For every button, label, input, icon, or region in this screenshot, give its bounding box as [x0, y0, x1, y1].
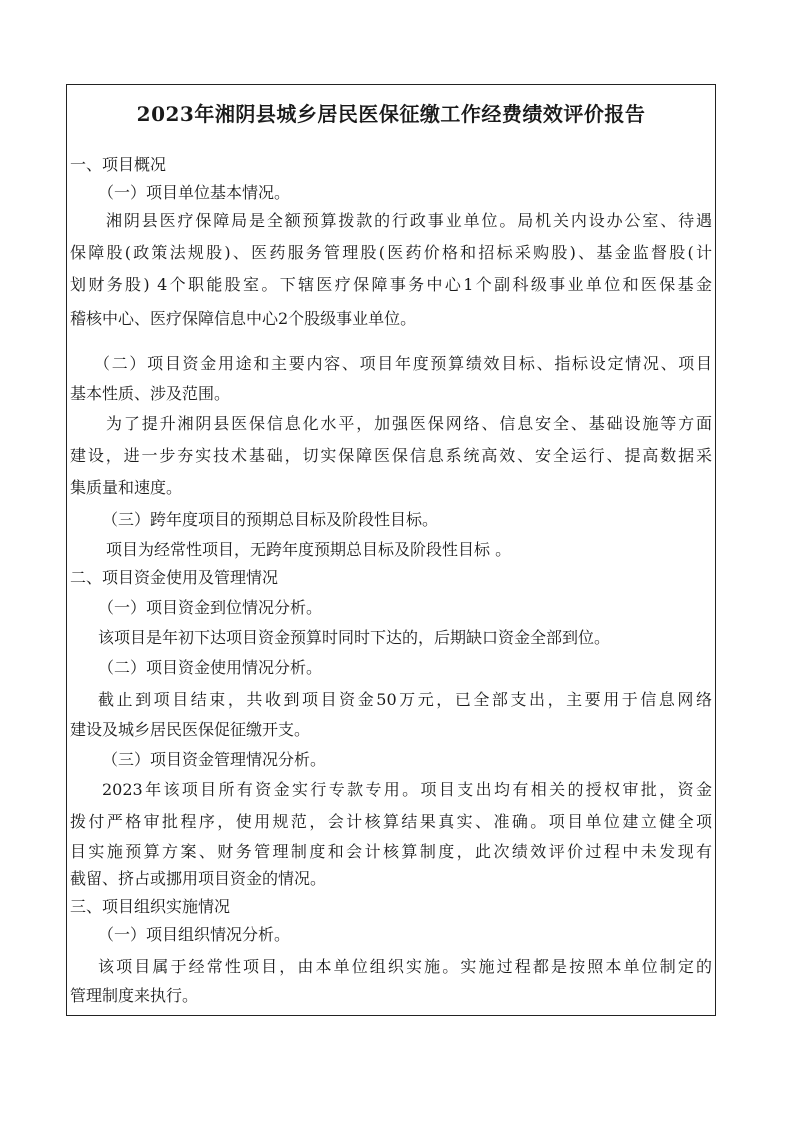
paragraph-line: 该项目属于经常性项目，由本单位组织实施。实施过程都是按照本单位制定的	[98, 957, 712, 976]
paragraph-line: 建设，进一步夯实技术基础，切实保障医保信息系统高效、安全运行、提高数据采	[70, 446, 712, 465]
subsection-heading: （三）项目资金管理情况分析。	[102, 750, 327, 769]
paragraph-line: 建设及城乡居民医保促征缴开支。	[70, 720, 311, 739]
paragraph-line: 划财务股) 4个职能股室。下辖医疗保障事务中心1个副科级事业单位和医保基金	[70, 275, 712, 294]
paragraph-line: 管理制度来执行。	[70, 986, 199, 1005]
paragraph-line: 项目为经常性项目，无跨年度预期总目标及阶段性目标 。	[106, 540, 512, 559]
subsection-heading: （二）项目资金用途和主要内容、项目年度预算绩效目标、指标设定情况、项目	[94, 354, 712, 373]
paragraph-line: 该项目是年初下达项目资金预算时同时下达的，后期缺口资金全部到位。	[98, 628, 611, 647]
paragraph-line: 保障股(政策法规股)、医药服务管理股(医药价格和招标采购股)、基金监督股(计	[70, 243, 712, 262]
paragraph-line: 湘阴县医疗保障局是全额预算拨款的行政事业单位。局机关内设办公室、待遇	[106, 211, 712, 230]
section-heading: 二、项目资金使用及管理情况	[70, 568, 279, 587]
subsection-heading: （一）项目资金到位情况分析。	[98, 598, 323, 617]
subsection-heading: （一）项目组织情况分析。	[98, 925, 291, 944]
paragraph-line: 截留、挤占或挪用项目资金的情况。	[70, 869, 327, 888]
paragraph-line: 为了提升湘阴县医保信息化水平，加强医保网络、信息安全、基础设施等方面	[106, 414, 712, 433]
paragraph-line: 稽核中心、医疗保障信息中心2个股级事业单位。	[70, 309, 417, 328]
subsection-heading: （二）项目资金使用情况分析。	[98, 658, 323, 677]
subsection-heading-continued: 基本性质、涉及范围。	[70, 384, 231, 403]
subsection-heading: （三）跨年度项目的预期总目标及阶段性目标。	[102, 510, 439, 529]
paragraph-line: 截止到项目结束，共收到项目资金50万元，已全部支出，主要用于信息网络	[98, 690, 712, 709]
paragraph-line: 2023年该项目所有资金实行专款专用。项目支出均有相关的授权审批，资金	[102, 780, 712, 799]
section-heading: 三、项目组织实施情况	[70, 897, 231, 916]
subsection-heading: （一）项目单位基本情况。	[98, 183, 291, 202]
paragraph-line: 目实施预算方案、财务管理制度和会计核算制度，此次绩效评价过程中未发现有	[70, 842, 712, 861]
document-title: 2023年湘阴县城乡居民医保征缴工作经费绩效评价报告	[136, 102, 646, 126]
paragraph-line: 拨付严格审批程序，使用规范，会计核算结果真实、准确。项目单位建立健全项	[70, 812, 712, 831]
section-heading: 一、项目概况	[70, 155, 167, 174]
paragraph-line: 集质量和速度。	[70, 478, 183, 497]
